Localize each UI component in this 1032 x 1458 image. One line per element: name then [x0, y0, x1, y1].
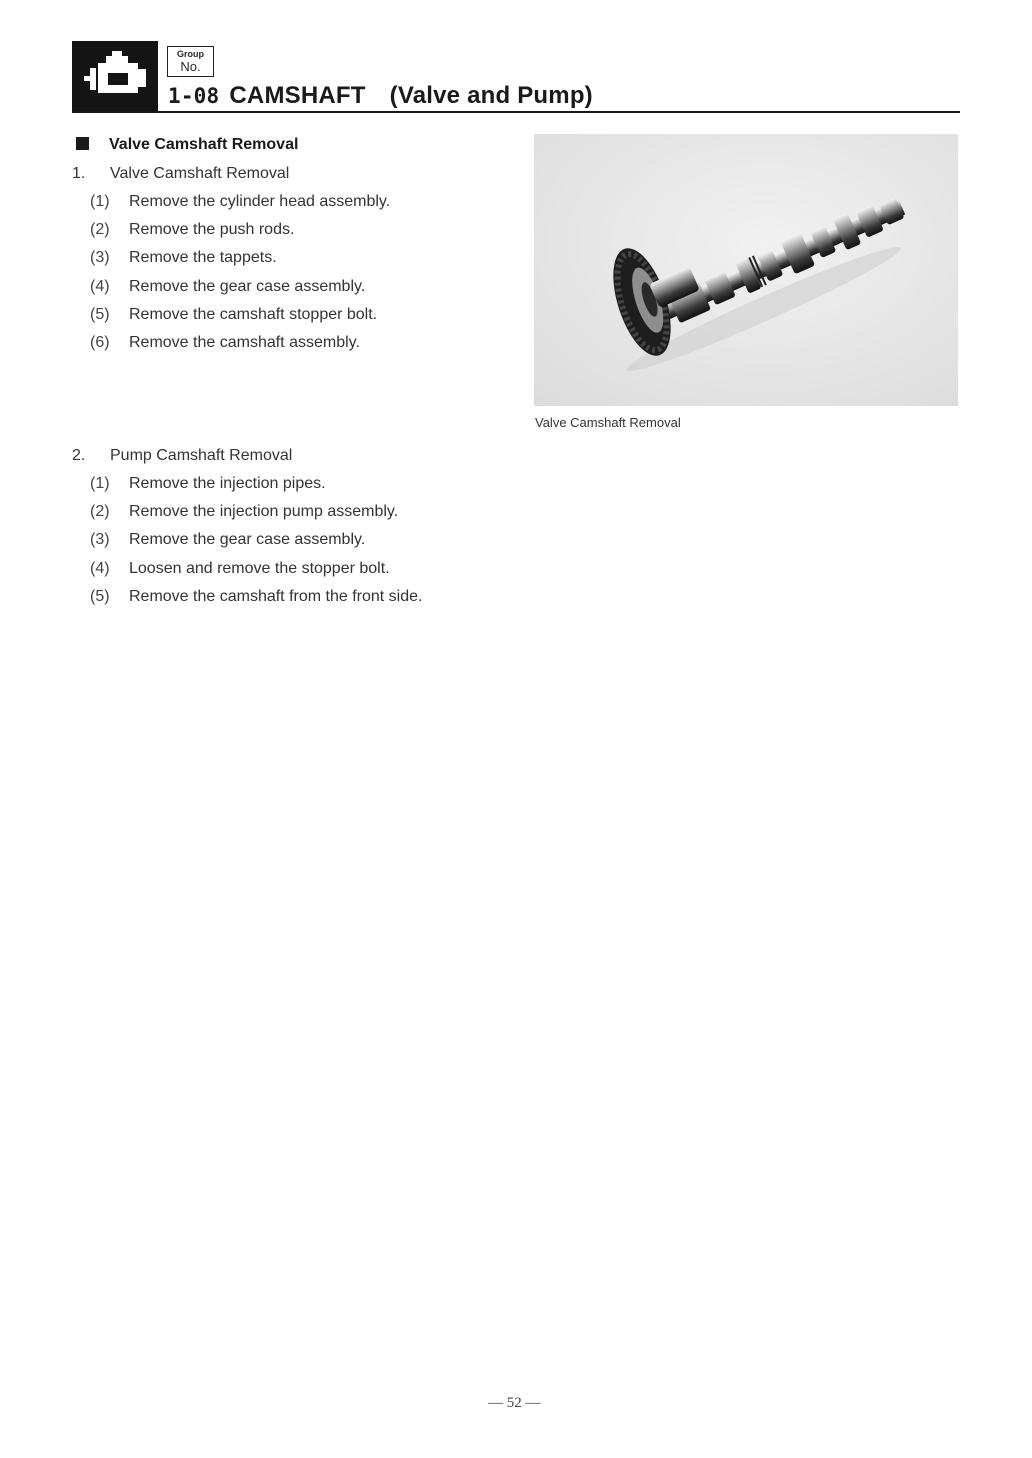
page-number: — 52 —	[488, 1395, 541, 1411]
square-bullet-icon	[76, 137, 89, 150]
section-heading	[76, 136, 298, 154]
section-heading-text: Valve Camshaft Removal	[109, 136, 299, 153]
step-number: (3)	[90, 531, 110, 549]
list-item	[72, 273, 390, 301]
step-text: Remove the tappets.	[129, 249, 277, 267]
list-heading	[72, 442, 422, 470]
step-number: (1)	[90, 193, 110, 210]
step-text: Remove the gear case assembly.	[129, 277, 366, 295]
step-number: (6)	[90, 333, 110, 351]
step-text: Loosen and remove the stopper bolt.	[129, 559, 390, 577]
step-number: (2)	[90, 221, 110, 239]
list-item	[72, 216, 390, 244]
step-text: Remove the injection pump assembly.	[129, 503, 399, 521]
step-text: Remove the gear case assembly.	[129, 531, 366, 549]
step-number: (3)	[90, 249, 110, 267]
no-label: No.	[180, 59, 201, 74]
step-number: (5)	[90, 587, 110, 605]
step-number: (2)	[90, 503, 110, 521]
list-number: 2.	[72, 447, 86, 464]
header-rule	[72, 111, 960, 113]
list-item	[72, 583, 422, 611]
list-number: 1.	[72, 165, 86, 182]
group-label: Group	[177, 49, 204, 59]
step-text: Remove the injection pipes.	[129, 475, 326, 492]
step-text: Remove the camshaft from the front side.	[129, 587, 423, 605]
list-item	[72, 188, 390, 216]
step-number: (4)	[90, 559, 110, 577]
list-item	[72, 526, 422, 554]
list-item	[72, 244, 390, 272]
step-text: Remove the push rods.	[129, 221, 295, 239]
page-title	[168, 82, 593, 112]
step-text: Remove the camshaft assembly.	[129, 333, 360, 351]
step-number: (5)	[90, 305, 110, 323]
list-item	[72, 329, 390, 357]
group-number-box	[167, 46, 214, 77]
title-text: CAMSHAFT	[229, 82, 366, 109]
section-number: 1-08	[168, 84, 220, 108]
step-number: (4)	[90, 277, 110, 295]
list-item	[72, 301, 390, 329]
title-subtitle: (Valve and Pump)	[389, 82, 593, 109]
list-heading	[72, 160, 390, 188]
figure-caption: Valve Camshaft Removal	[535, 415, 681, 430]
list-title: Pump Camshaft Removal	[110, 447, 293, 464]
pump-removal-list	[72, 442, 422, 611]
step-number: (1)	[90, 475, 110, 492]
list-item	[72, 470, 422, 498]
engine-group-icon	[72, 41, 158, 111]
list-item	[72, 555, 422, 583]
list-item	[72, 498, 422, 526]
list-title: Valve Camshaft Removal	[110, 165, 290, 182]
valve-removal-list	[72, 160, 390, 357]
camshaft-photo	[534, 134, 958, 406]
step-text: Remove the camshaft stopper bolt.	[129, 305, 378, 323]
step-text: Remove the cylinder head assembly.	[129, 193, 391, 210]
